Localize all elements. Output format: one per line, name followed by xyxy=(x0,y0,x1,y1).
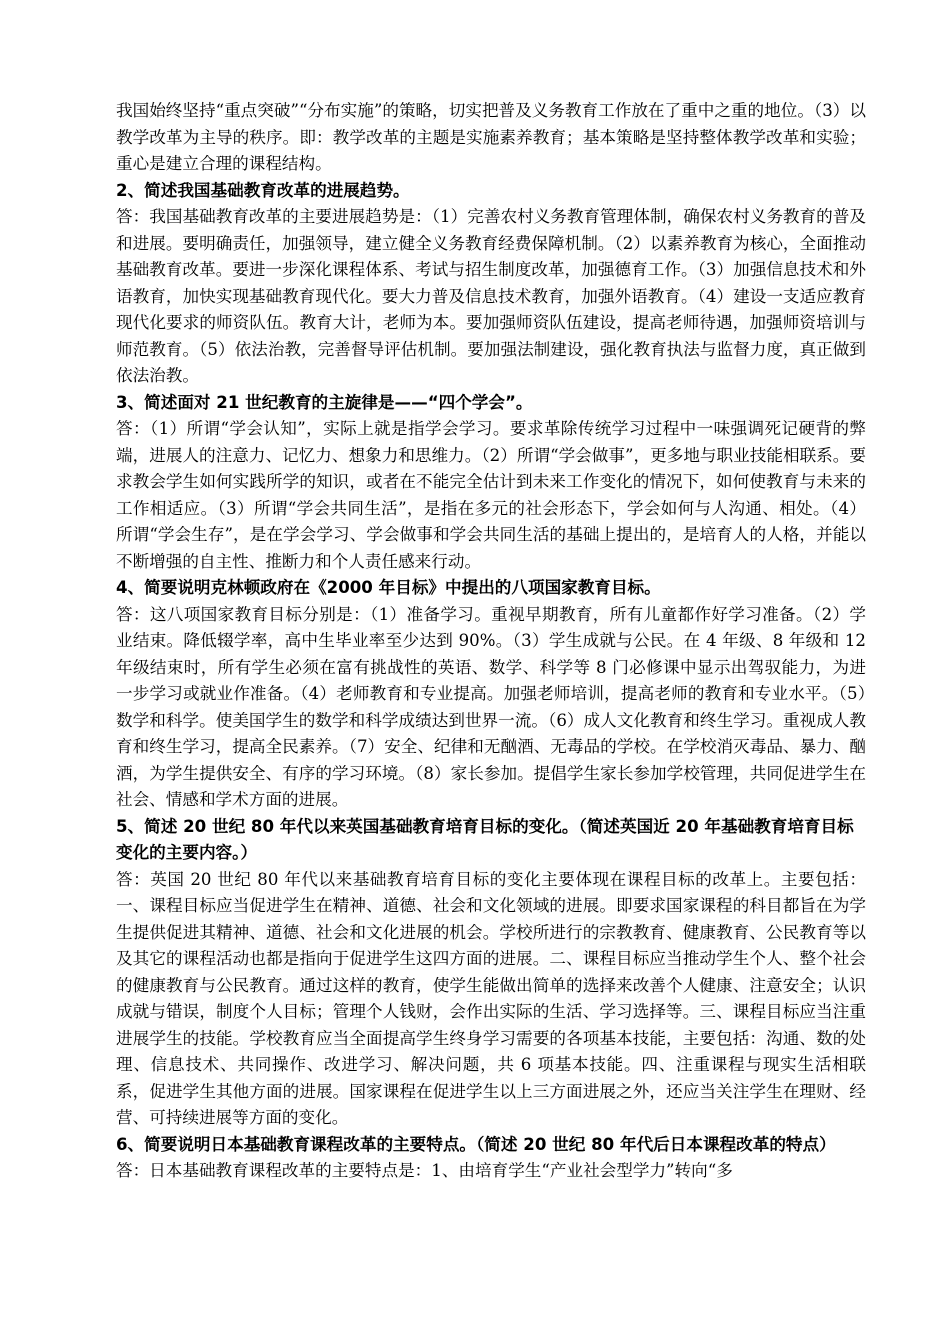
section-answer-4: 答：这八项国家教育目标分别是：（1）准备学习。重视早期教育，所有儿童都作好学习准备。（2）学业结束。降低辍学率，高中生毕业率至少达到 90%。（3）学生成就与公民。在 4 年级、8 年级和 12 年级结束时，所有学生必须在富有挑战性的英语、数学、科学等 8 门必修课中显示出驾驭能力，为进一步学习或就业作准备。（4）老师教育和专业提高。加强老师培训，提高老师的教育和专业水平。（5）数学和科学。使美国学生的数学和科学成绩达到世界一流。（6）成人文化教育和终生学习。重视成人教育和终生学习，提高全民素养。（7）安全、纪律和无酗酒、无毒品的学校。在学校消灭毒品、暴力、酗酒，为学生提供安全、有序的学习环境。（8）家长参加。提倡学生家长参加学校管理，共同促进学生在社会、情感和学术方面的进展。 xyxy=(116,604,866,809)
section-answer-5: 答：英国 20 世纪 80 年代以来基础教育培育目标的变化主要体现在课程目标的改革上。主要包括：一、课程目标应当促进学生在精神、道德、社会和文化领域的进展。即要求国家课程的科目都旨在为学生提供促进其精神、道德、社会和文化进展的机会。学校所进行的宗教教育、健康教育、公民教育等以及其它的课程活动也都是指向于促进学生这四方面的进展。二、课程目标应当推动学生个人、整个社会的健康教育与公民教育。通过这样的教育，使学生能做出简单的选择来改善个人健康、注意安全；认识成就与错误，制度个人目标；管理个人钱财，会作出实际的生活、学习选择等。三、课程目标应当注重进展学生的技能。学校教育应当全面提高学生终身学习需要的各项基本技能，主要包括：沟通、数的处理、信息技术、共同操作、改进学习、解决问题，共 6 项基本技能。四、注重课程与现实生活相联系，促进学生其他方面的进展。国家课程在促进学生以上三方面进展之外，还应当关注学生在理财、经营、可持续进展等方面的变化。 xyxy=(116,869,866,1127)
section-heading-5: 5、简述 20 世纪 80 年代以来英国基础教育培育目标的变化。（简述英国近 20 年基础教育培育目标变化的主要内容。） xyxy=(116,816,854,862)
section-heading-3: 3、简述面对 21 世纪教育的主旋律是——“四个学会”。 xyxy=(116,392,533,412)
section-answer-3: 答：（1）所谓“学会认知”，实际上就是指学会学习。要求革除传统学习过程中一味强调死记硬背的弊端，进展人的注意力、记忆力、想象力和思维力。（2）所谓“学会做事”，更多地与职业技能相联系。要求教会学生如何实践所学的知识，或者在不能完全估计到未来工作变化的情况下，如何使教育与未来的工作相适应。（3）所谓“学会共同生活”，是指在多元的社会形态下，学会如何与人沟通、相处。（4）所谓“学会生存”，是在学会学习、学会做事和学会共同生活的基础上提出的，是培育人的人格，并能以不断增强的自主性、推断力和个人责任感来行动。 xyxy=(116,419,866,571)
section-heading-4: 4、简要说明克林顿政府在《2000 年目标》中提出的八项国家教育目标。 xyxy=(116,578,661,597)
section-heading-2: 2、简述我国基础教育改革的进展趋势。 xyxy=(116,180,410,200)
section-answer-6: 答：日本基础教育课程改革的主要特点是：1、由培育学生“产业社会型学力”转向“多 xyxy=(116,1161,733,1180)
intro-paragraph: 我国始终坚持“重点突破”“分布实施”的策略，切实把普及义务教育工作放在了重中之重的地位。（3）以教学改革为主导的秩序。即：教学改革的主题是实施素养教育；基本策略是坚持整体教学改革和实验；重心是建立合理的课程结构。 xyxy=(116,101,866,173)
section-heading-6: 6、简要说明日本基础教育课程改革的主要特点。（简述 20 世纪 80 年代后日本课程改革的特点） xyxy=(116,1134,836,1154)
section-answer-2: 答：我国基础教育改革的主要进展趋势是：（1）完善农村义务教育管理体制，确保农村义务教育的普及和进展。要明确责任，加强领导，建立健全义务教育经费保障机制。（2）以素养教育为核心，全面推动基础教育改革。要进一步深化课程体系、考试与招生制度改革，加强德育工作。（3）加强信息技术和外语教育，加快实现基础教育现代化。要大力普及信息技术教育，加强外语教育。（4）建设一支适应教育现代化要求的师资队伍。教育大计，老师为本。要加强师资队伍建设，提高老师待遇，加强师资培训与师范教育。（5）依法治教，完善督导评估机制。要加强法制建设，强化教育执法与监督力度，真正做到依法治教。 xyxy=(116,207,866,385)
